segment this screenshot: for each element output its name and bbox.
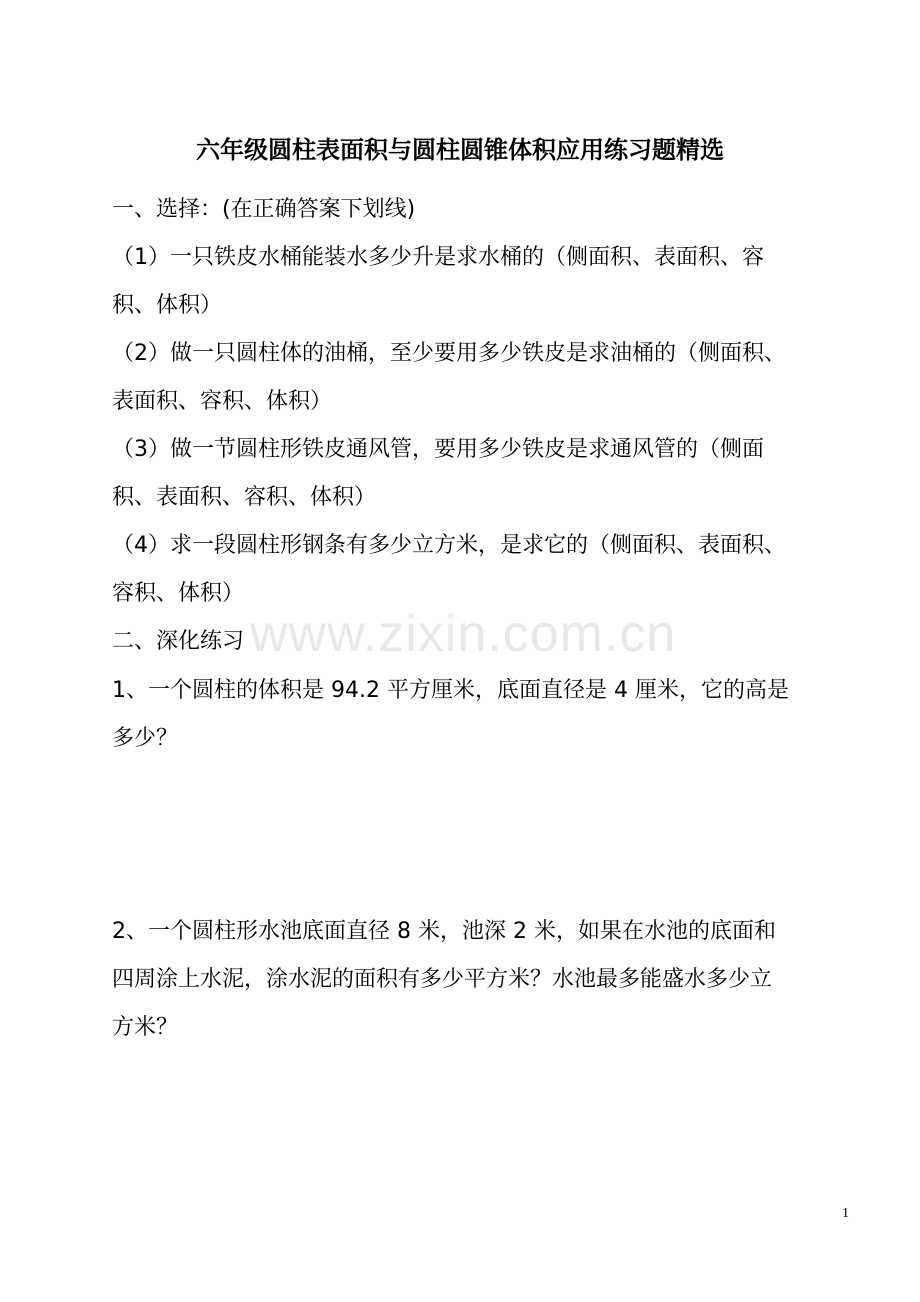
p2-line2: 四周涂上水泥，涂水泥的面积有多少平方米？水池最多能盛水多少立 <box>112 967 773 992</box>
section1-heading: 一、选择：(在正确答案下划线) <box>112 197 416 222</box>
q2-line2: 表面积、容积、体积） <box>112 389 333 414</box>
q4-line2: 容积、体积） <box>112 581 245 606</box>
q2-line1: （2）做一只圆柱体的油桶，至少要用多少铁皮是求油桶的（侧面积、 <box>112 341 786 366</box>
page-number: 1 <box>842 1206 849 1221</box>
p1-line1: 1、一个圆柱的体积是 94.2 平方厘米，底面直径是 4 厘米，它的高是 <box>112 678 789 703</box>
document-title: 六年级圆柱表面积与圆柱圆锥体积应用练习题精选 <box>196 136 724 164</box>
p1-line2: 多少？ <box>112 726 179 751</box>
q1-line2: 积、体积） <box>112 293 223 318</box>
p2-line3: 方米？ <box>112 1015 179 1040</box>
section2-heading: 二、深化练习 <box>112 629 245 654</box>
p2-line1: 2、一个圆柱形水池底面直径 8 米，池深 2 米，如果在水池的底面和 <box>112 919 776 944</box>
q3-line1: （3）做一节圆柱形铁皮通风管，要用多少铁皮是求通风管的（侧面 <box>112 437 764 462</box>
q4-line1: （4）求一段圆柱形钢条有多少立方米，是求它的（侧面积、表面积、 <box>112 533 786 558</box>
q1-line1: （1）一只铁皮水桶能装水多少升是求水桶的（侧面积、表面积、容 <box>112 245 764 270</box>
watermark: www.zixin.com.cn <box>250 605 677 663</box>
q3-line2: 积、表面积、容积、体积） <box>112 485 377 510</box>
